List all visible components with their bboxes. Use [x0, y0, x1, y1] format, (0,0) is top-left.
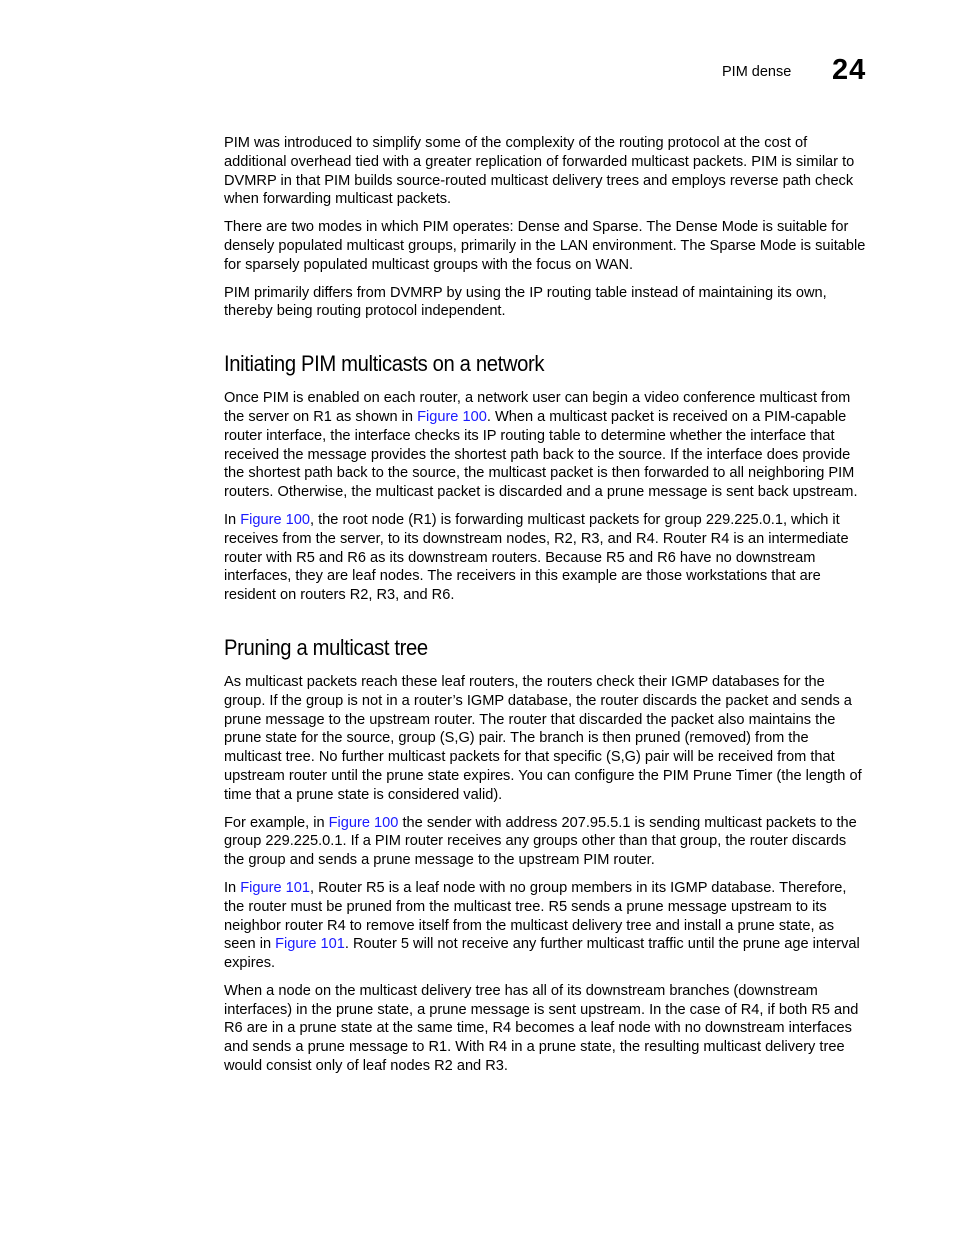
text-run: , Router R5 is a leaf node with no group members in its IGMP database. Therefore, the router must be pruned from the multicast tree. R5 sends a prune message upstream to its neighbor router R4 to remove itself from the multicast delivery tree and install a prune state, as seen in	[224, 879, 847, 953]
chapter-number: 24	[832, 54, 867, 86]
figure-100-link[interactable]: Figure 100	[328, 814, 399, 831]
text-run: In	[224, 511, 241, 528]
text-run: the sender with address 207.95.5.1 is sending multicast packets to the group 229.225.0.1. If a PIM router receives any groups other than that group, the router discards the group and sends a prune message to the upstream PIM router.	[224, 814, 857, 869]
page-body	[224, 134, 868, 1085]
section-heading-initiating: Initiating PIM multicasts on a network	[224, 351, 545, 377]
text-run: , the root node (R1) is forwarding multicast packets for group 229.225.0.1, which it receives from the server, to its downstream nodes, R2, R3, and R4. Router R4 is an intermediate router with R5 and R6 as its downstream routers. Because R5 and R6 have no downstream interfaces, they are leaf nodes. The receivers in this example are those workstations that are resident on routers R2, R3, and R6.	[224, 511, 849, 604]
pruning-paragraph-1: As multicast packets reach these leaf routers, the routers check their IGMP databases for the group. If the group is not in a router’s IGMP database, the router discards the packet and sends a prune message to the upstream router. The router that discarded the packet also maintains the prune state for the source, group (S,G) pair. The branch is then pruned (removed) from the multicast tree. No further multicast packets for that specific (S,G) pair will be received from that upstream router until the prune state expires. You can configure the PIM Prune Timer (the length of time that a prune state is considered valid).	[224, 673, 862, 803]
text-run: . When a multicast packet is received on a PIM-capable router interface, the interface checks its IP routing table to determine whether the interface that received the message provides the shortest path back to the source. If the interface does provide the shortest path back to the source, the multicast packet is then forwarded to all neighboring PIM routers. Otherwise, the multicast packet is discarded and a prune message is sent back upstream.	[224, 408, 858, 501]
text-run: . Router 5 will not receive any further multicast traffic until the prune age interval expires.	[224, 936, 860, 972]
initiating-paragraph-1	[224, 389, 868, 502]
figure-101-link[interactable]: Figure 101	[275, 936, 345, 953]
figure-100-link[interactable]: Figure 100	[240, 511, 311, 528]
intro-paragraph-3: PIM primarily differs from DVMRP by using the IP routing table instead of maintaining its own, thereby being routing protocol independent.	[224, 284, 827, 320]
section-heading-pruning: Pruning a multicast tree	[224, 634, 428, 660]
text-run: For example, in	[224, 814, 329, 831]
pruning-paragraph-4: When a node on the multicast delivery tree has all of its downstream branches (downstream interfaces) in the prune state, a prune message is sent upstream. In the case of R4, if both R5 and R6 are in a prune state at the same time, R4 becomes a leaf node with no downstream interfaces and sends a prune message to R1. With R4 in a prune state, the resulting multicast delivery tree would consist only of leaf nodes R2 and R3.	[224, 982, 859, 1075]
pruning-paragraph-3	[224, 879, 868, 973]
figure-100-link[interactable]: Figure 100	[417, 408, 487, 425]
running-header-section: PIM dense	[722, 64, 792, 80]
intro-paragraph-1: PIM was introduced to simplify some of the complexity of the routing protocol at the cost of additional overhead tied with a greater replication of forwarded multicast packets. PIM is similar to DVMRP in that PIM builds source-routed multicast delivery trees and employs reverse path check when forwarding multicast packets.	[224, 135, 855, 208]
text-run: Once PIM is enabled on each router, a network user can begin a video conference multicast from the server on R1 as shown in	[224, 390, 851, 425]
intro-paragraph-2: There are two modes in which PIM operates: Dense and Sparse. The Dense Mode is suitable for densely populated multicast groups, primarily in the LAN environment. The Sparse Mode is suitable for sparsely populated multicast groups with the focus on WAN.	[224, 219, 866, 273]
pruning-paragraph-2	[224, 814, 868, 870]
figure-101-link[interactable]: Figure 101	[240, 879, 311, 896]
text-run: In	[224, 879, 241, 896]
initiating-paragraph-2	[224, 511, 868, 605]
